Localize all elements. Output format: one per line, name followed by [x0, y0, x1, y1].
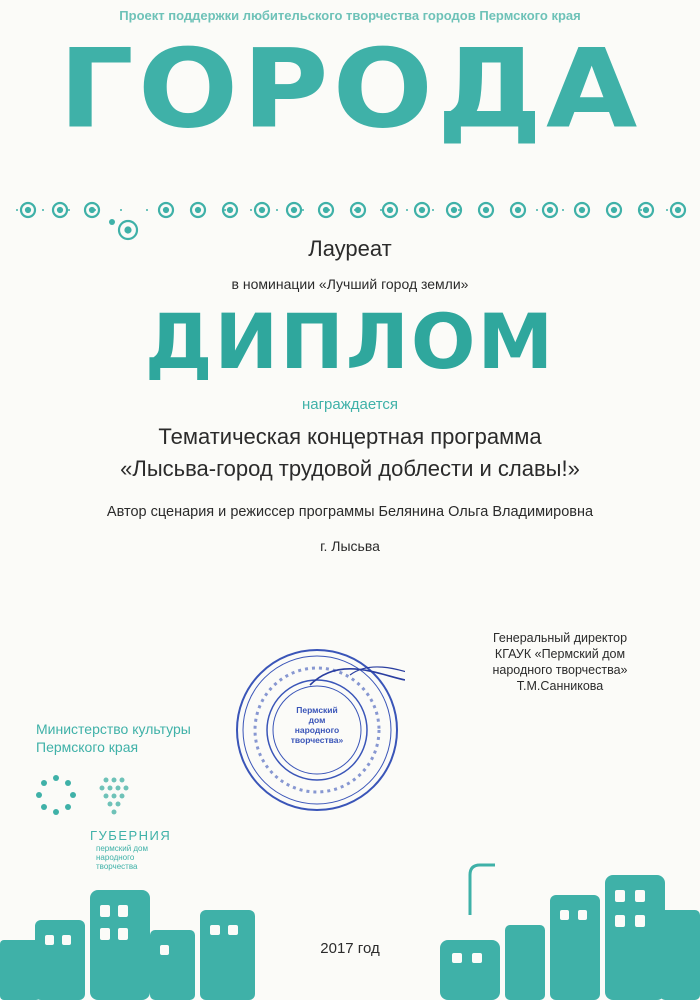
official-seal	[230, 645, 405, 815]
city-line: г. Лысьва	[320, 538, 380, 554]
ministry-line1: Министерство культуры	[36, 721, 191, 737]
ornament-flower-icon	[255, 203, 269, 217]
ornament-flower-icon	[319, 203, 333, 217]
ministry-block	[36, 720, 191, 756]
ornament-flower-icon	[85, 203, 99, 217]
gubernia-name: ГУБЕРНИЯ	[90, 828, 172, 843]
ornament-flower-icon	[159, 203, 173, 217]
laureate-title: Лауреат	[308, 236, 392, 261]
ministry-line2: Пермского края	[36, 739, 139, 755]
ornament-flower-icon	[53, 203, 67, 217]
ornament-flower-icon	[287, 203, 301, 217]
signer-block	[460, 630, 660, 694]
seal-center-text: Пермский дом народного творчества»	[290, 705, 344, 745]
city-buildings-left	[0, 860, 260, 1000]
signer-name: Т.М.Санникова	[516, 679, 604, 693]
signer-position: Генеральный директор	[492, 631, 628, 645]
signer-org-line1: КГАУК «Пермский дом	[494, 647, 626, 661]
program-title-line2: «Лысьва-город трудовой доблести и славы!»	[120, 456, 580, 481]
ornament-flower-icon	[511, 203, 525, 217]
ornament-flower-icon	[351, 203, 365, 217]
project-line: Проект поддержки любительского творчества городов Пермского края	[119, 8, 581, 23]
city-buildings-right	[410, 855, 700, 1000]
ornament-flower-icon	[575, 203, 589, 217]
ornament-flower-icon	[415, 203, 429, 217]
signer-org-line2: народного творчества»	[492, 663, 628, 677]
author-line: Автор сценария и режиссер программы Белянина Ольга Владимировна	[106, 504, 594, 520]
gubernia-subtitle: пермский дом народного творчества	[96, 844, 149, 871]
ornament-flower-icon	[383, 203, 397, 217]
year-label: 2017 год	[320, 940, 380, 957]
program-title-line1: Тематическая концертная программа	[158, 424, 542, 449]
brand-title-logo: ГОРОДА	[58, 25, 642, 153]
ornament-flower-icon	[21, 203, 35, 217]
ornament-flower-icon	[543, 203, 557, 217]
nomination-text: в номинации «Лучший город земли»	[231, 276, 469, 292]
awarded-text: награждается	[301, 396, 399, 413]
gubernia-logo-icon	[36, 770, 166, 830]
ornament-flower-icon	[671, 203, 685, 217]
diploma-heading: ДИПЛОМ	[144, 297, 556, 386]
